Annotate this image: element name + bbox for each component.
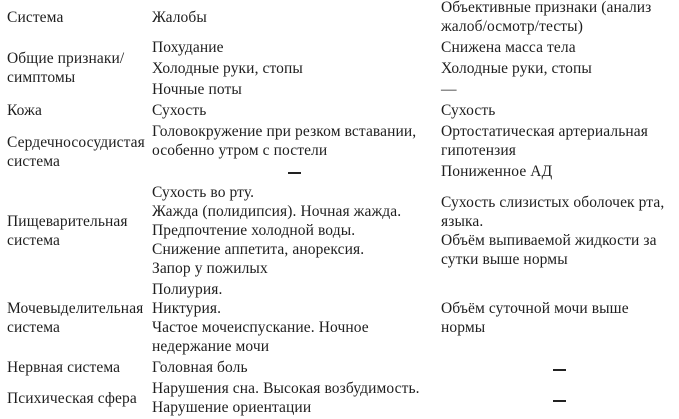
complaint-cell: Нарушение ориентации xyxy=(152,399,312,416)
complaint-cell: Полиурия. xyxy=(152,281,223,298)
complaint-cell: Холодные руки, стопы xyxy=(152,60,303,77)
complaint-cell: Ночные поты xyxy=(152,81,242,98)
objective-cell: Сухость xyxy=(441,102,496,119)
objective-cell: гипотензия xyxy=(441,142,516,159)
objective-cell: Пониженное АД xyxy=(441,163,553,180)
system-cell: Сердечнососудистая xyxy=(7,134,145,151)
objective-cell: Объём выпиваемой жидкости за xyxy=(441,232,657,249)
header-system: Система xyxy=(7,9,64,26)
complaint-cell: Жажда (полидипсия). Ночная жажда. xyxy=(152,203,402,220)
objective-cell: языка. xyxy=(441,213,484,230)
system-cell: Нервная система xyxy=(7,359,121,376)
system-cell: система xyxy=(7,232,60,249)
complaint-cell: Предпочтение холодной воды. xyxy=(152,222,356,239)
system-cell: симптомы xyxy=(7,69,76,86)
empty-dash xyxy=(553,369,566,371)
complaint-cell: недержание мочи xyxy=(152,338,270,355)
complaint-cell: Снижение аппетита, анорексия. xyxy=(152,241,365,258)
complaint-cell: Нарушения сна. Высокая возбудимость. xyxy=(152,380,420,397)
objective-cell: Сухость слизистых оболочек рта, xyxy=(441,194,665,211)
system-cell: Кожа xyxy=(7,102,42,119)
complaint-cell: Головная боль xyxy=(152,359,248,376)
complaint-cell: Сухость xyxy=(152,102,207,119)
complaint-cell: особенно утром с постели xyxy=(152,142,328,159)
system-cell: система xyxy=(7,153,60,170)
objective-cell: — xyxy=(441,81,457,98)
complaint-cell: Никтурия. xyxy=(152,300,222,317)
objective-cell: нормы xyxy=(441,319,486,336)
header-objective-line2: жалоб/осмотр/тесты) xyxy=(441,18,583,35)
system-cell: система xyxy=(7,319,60,336)
complaint-cell: Частое мочеиспускание. Ночное xyxy=(152,319,369,336)
complaint-cell: Головокружение при резком вставании, xyxy=(152,123,417,140)
objective-cell: Ортостатическая артериальная xyxy=(441,123,649,140)
objective-cell: сутки выше нормы xyxy=(441,251,568,268)
system-cell: Пищеварительная xyxy=(7,213,128,230)
complaint-cell: Сухость во рту. xyxy=(152,184,255,201)
empty-dash xyxy=(288,172,301,174)
complaint-cell: Запор у пожилых xyxy=(152,260,268,277)
header-objective-line1: Объективные признаки (анализ xyxy=(441,0,652,16)
system-cell: Общие признаки/ xyxy=(7,50,125,67)
objective-cell: Объём суточной мочи выше xyxy=(441,300,629,317)
empty-dash xyxy=(553,400,566,402)
system-cell: Мочевыделительная xyxy=(7,300,144,317)
objective-cell: Снижена масса тела xyxy=(441,39,576,56)
system-cell: Психическая сфера xyxy=(7,390,137,407)
objective-cell: Холодные руки, стопы xyxy=(441,60,592,77)
complaint-cell: Похудание xyxy=(152,39,224,56)
header-complaints: Жалобы xyxy=(152,9,207,26)
